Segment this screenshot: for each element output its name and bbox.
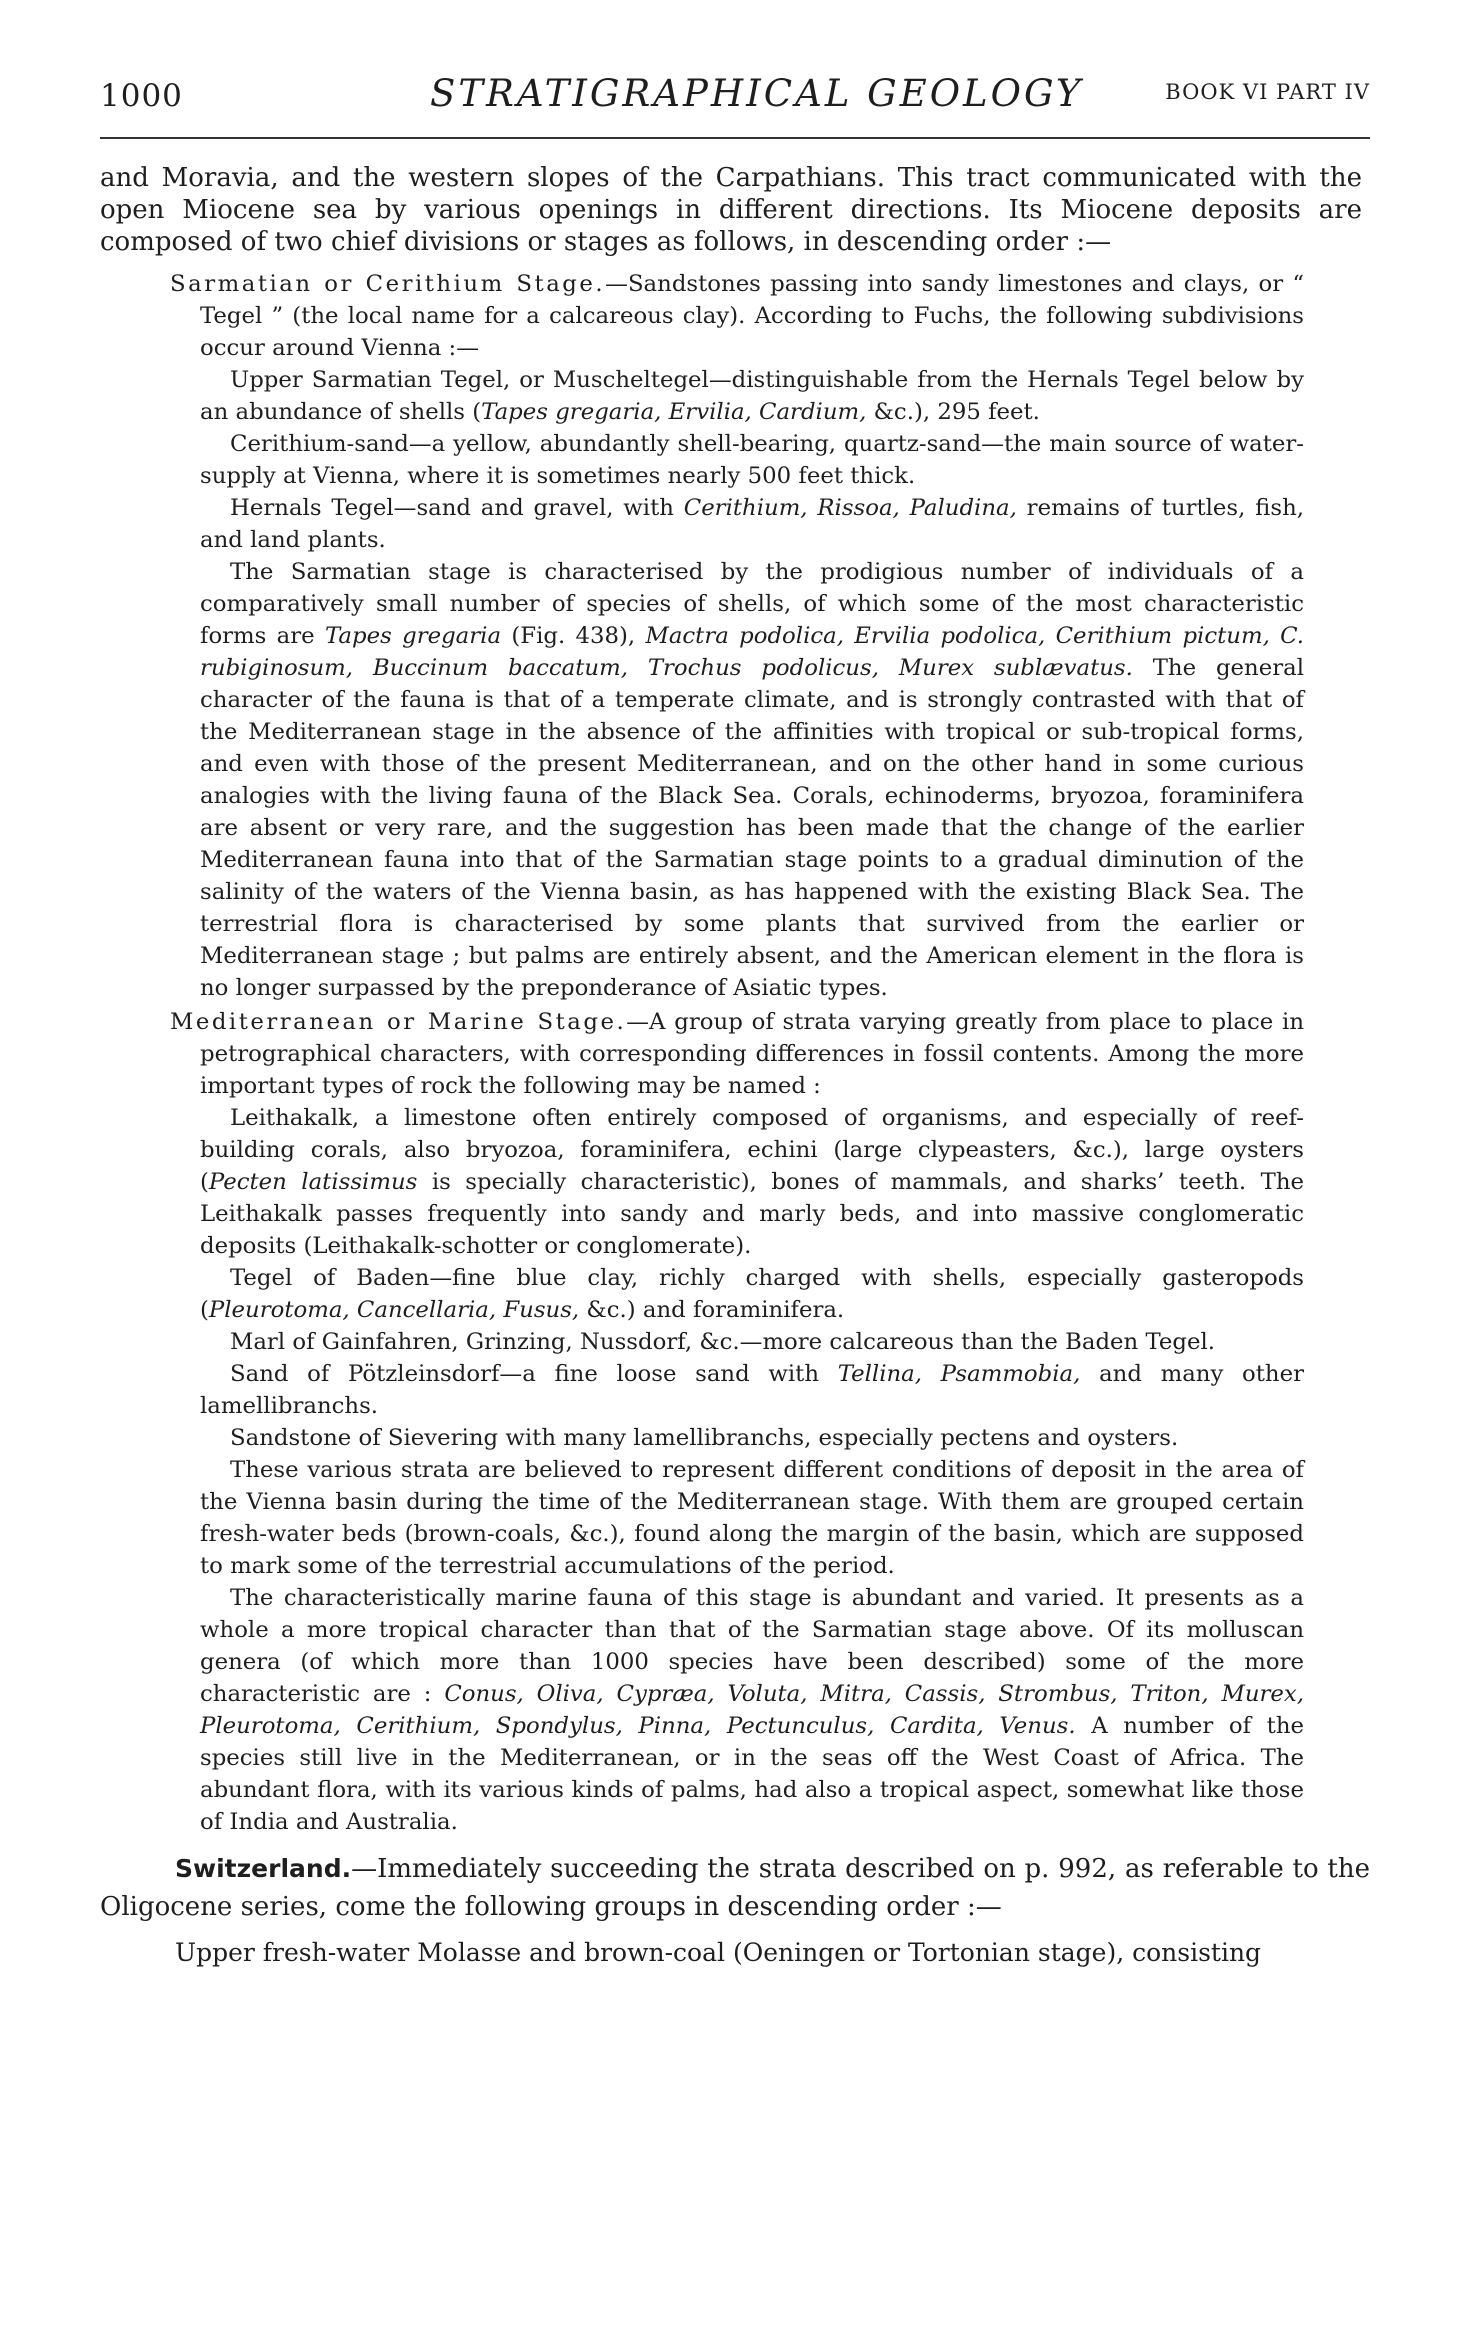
- hernals-tegel: Hernals Tegel—sand and gravel, with Cerithium, Rissoa, Paludina, remains of turtles, fish, and land plants.: [200, 495, 1304, 553]
- sarmatian-stage-description: The Sarmatian stage is characterised by the prodigious number of individuals of a comparatively small number of species of shells, of which some of the most characteristic forms are Tapes gregaria (Fig. 438), Mactra podolica, Ervilia podolica, Cerithium pictum, C. rubiginosum, Buccinum baccatum, Trochus podolicus, Murex sublævatus. The general character of the fauna is that of a temperate climate, and is strongly contrasted with that of the Mediterranean stage in the absence of the affinities with tropical or sub-tropical forms, and even with those of the present Mediterranean, and on the other hand in some curious analogies with the living fauna of the Black Sea. Corals, echinoderms, bryozoa, foraminifera are absent or very rare, and the suggestion has been made that the change of the earlier Mediterranean fauna into that of the Sarmatian stage points to a gradual diminution of the salinity of the waters of the Vienna basin, as has happened with the existing Black Sea. The terrestrial flora is characterised by some plants that survived from the earlier or Mediterranean stage ; but palms are entirely absent, and the American element in the flora is no longer surpassed by the preponderance of Asiatic types.: [200, 559, 1305, 1001]
- various-strata: These various strata are believed to represent different conditions of deposit in the area of the Vienna basin during the time of the Mediterranean stage. With them are grouped certain fresh-water beds (brown-coals, &c.), found along the margin of the basin, which are supposed to mark some of the terrestrial accumulations of the period.: [200, 1457, 1304, 1579]
- header-rule: [100, 137, 1370, 139]
- page-body: [100, 162, 1370, 1970]
- tegel-of-baden: Tegel of Baden—fine blue clay, richly charged with shells, especially gasteropods (Pleurotoma, Cancellaria, Fusus, &c.) and foraminifera.: [200, 1265, 1304, 1323]
- running-header: [100, 70, 1370, 120]
- switzerland-paragraph: Switzerland.—Immediately succeeding the strata described on p. 992, as referable to the Oligocene series, come the following groups in descending order :—: [100, 1854, 1370, 1922]
- intro-paragraph: and Moravia, and the western slopes of the Carpathians. This tract communicated with the open Miocene sea by various openings in different directions. Its Miocene deposits are composed of two chief divisions or stages as follows, in descending order :—: [100, 163, 1362, 257]
- sarmatian-lead: Sarmatian or Cerithium Stage.—Sandstones passing into sandy limestones and clays, or “ Tegel ” (the local name for a calcareous clay). According to Fuchs, the following subdivisions occur around Vienna :—: [170, 271, 1304, 361]
- mediterranean-lead: Mediterranean or Marine Stage.—A group of strata varying greatly from place to place in petrographical characters, with corresponding differences in fossil contents. Among the more important types of rock the following may be named :: [170, 1009, 1304, 1099]
- mediterranean-section: [170, 1006, 1305, 1838]
- leithakalk: Leithakalk, a limestone often entirely composed of organisms, and especially of reef-building corals, also bryozoa, foraminifera, echini (large clypeasters, &c.), large oysters (Pecten latissimus is specially characteristic), bones of mammals, and sharks’ teeth. The Leithakalk passes frequently into sandy and marly beds, and into massive conglomeratic deposits (Leithakalk-schotter or conglomerate).: [200, 1105, 1304, 1259]
- switzerland-heading: Switzerland.: [175, 1854, 352, 1883]
- mediterranean-heading: Mediterranean or Marine Stage.: [170, 1009, 627, 1035]
- sandstone-of-sievering: Sandstone of Sievering with many lamellibranchs, especially pectens and oysters.: [230, 1425, 1179, 1451]
- upper-freshwater-molasse: Upper fresh-water Molasse and brown-coal (Oeningen or Tortonian stage), consisting: [175, 1938, 1262, 1967]
- book-part-label: BOOK VI PART IV: [1165, 80, 1370, 104]
- sarmatian-heading: Sarmatian or Cerithium Stage.: [170, 271, 606, 297]
- sand-of-potzleinsdorf: Sand of Pötzleinsdorf—a fine loose sand with Tellina, Psammobia, and many other lamellibranchs.: [200, 1361, 1305, 1419]
- marine-fauna: The characteristically marine fauna of this stage is abundant and varied. It presents as a whole a more tropical character than that of the Sarmatian stage above. Of its molluscan genera (of which more than 1000 species have been described) some of the more characteristic are : Conus, Oliva, Cypræa, Voluta, Mitra, Cassis, Strombus, Triton, Murex, Pleurotoma, Cerithium, Spondylus, Pinna, Pectunculus, Cardita, Venus. A number of the species still live in the Mediterranean, or in the seas off the West Coast of Africa. The abundant flora, with its various kinds of palms, had also a tropical aspect, somewhat like those of India and Australia.: [200, 1585, 1304, 1835]
- marl-of-gainfahren: Marl of Gainfahren, Grinzing, Nussdorf, &c.—more calcareous than the Baden Tegel.: [230, 1329, 1216, 1355]
- running-title: STRATIGRAPHICAL GEOLOGY: [430, 72, 1084, 115]
- sarmatian-section: [170, 268, 1305, 1004]
- cerithium-sand: Cerithium-sand—a yellow, abundantly shell-bearing, quartz-sand—the main source of water-supply at Vienna, where it is sometimes nearly 500 feet thick.: [200, 431, 1304, 489]
- upper-sarmatian-tegel: Upper Sarmatian Tegel, or Muscheltegel—distinguishable from the Hernals Tegel below by an abundance of shells (Tapes gregaria, Ervilia, Cardium, &c.), 295 feet.: [200, 367, 1304, 425]
- page-number: 1000: [100, 78, 183, 114]
